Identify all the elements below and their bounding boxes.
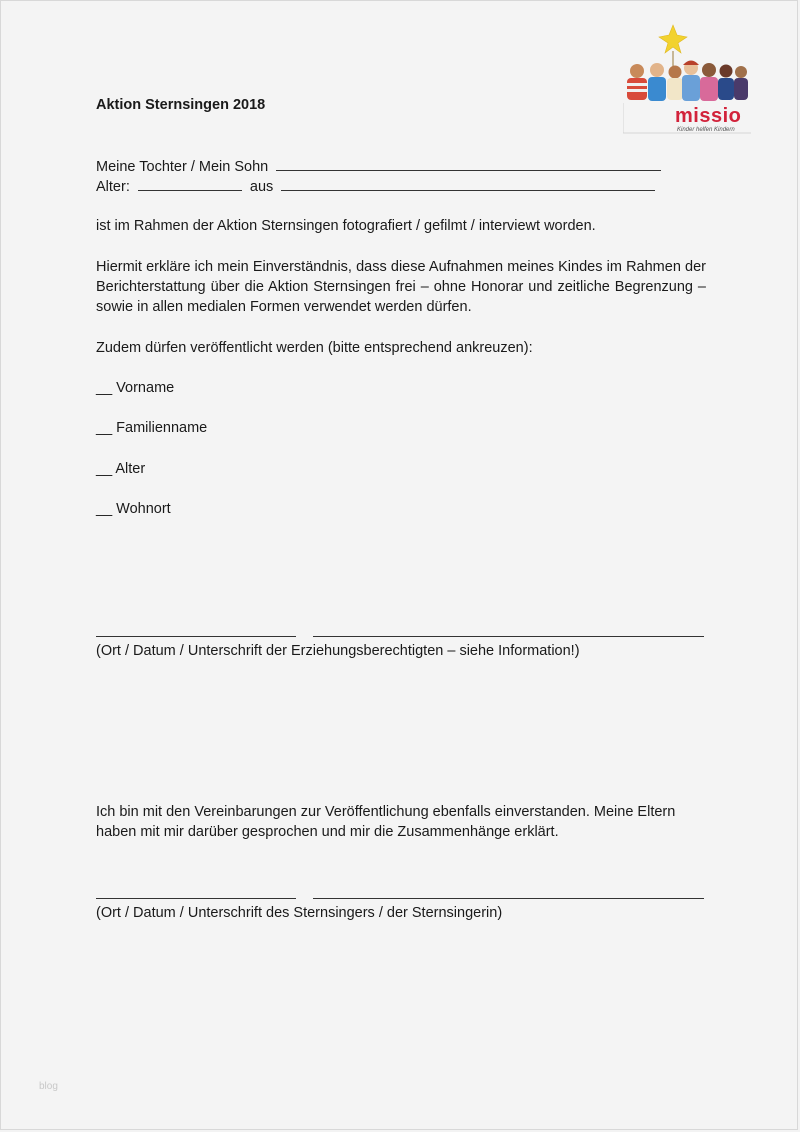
child-signature-line[interactable] [313, 898, 704, 899]
child-signature-caption: (Ort / Datum / Unterschrift des Sternsingers / der Sternsingerin) [96, 905, 503, 921]
checkbox-mark: __ [96, 380, 113, 396]
consent-paragraph [96, 257, 706, 317]
age-origin-line [96, 176, 655, 197]
child-name-line [96, 156, 661, 177]
parent-signature-line[interactable] [313, 636, 704, 637]
checkbox-label: Vorname [116, 380, 175, 396]
checkbox-wohnort[interactable] [96, 499, 171, 519]
age-field[interactable] [138, 176, 242, 191]
checkbox-familienname[interactable] [96, 418, 207, 438]
child-place-date-line[interactable] [96, 898, 296, 899]
checkbox-label: Wohnort [116, 501, 171, 517]
checkbox-alter[interactable] [96, 459, 145, 479]
children-group-icon [627, 61, 748, 102]
consent-line-2: Berichterstattung über die Aktion Sternsingen frei – ohne Honorar und zeitliche Begrenzung – [96, 279, 706, 295]
checkbox-mark: __ [96, 501, 113, 517]
consent-line-1: Hiermit erkläre ich mein Einverständnis, dass diese Aufnahmen meines Kindes im Rahmen der [96, 259, 706, 275]
parent-place-date-line[interactable] [96, 636, 296, 637]
checkbox-mark: __ [96, 461, 113, 477]
publish-intro: Zudem dürfen veröffentlicht werden (bitte entsprechend ankreuzen): [96, 340, 533, 356]
origin-field[interactable] [281, 176, 655, 191]
missio-logo-text: missio [675, 105, 742, 127]
consent-line-3: sowie in allen medialen Formen verwendet werden dürfen. [96, 299, 472, 315]
missio-tagline: Kinder helfen Kindern [677, 127, 735, 133]
child-name-field[interactable] [276, 156, 661, 171]
document-title: Aktion Sternsingen 2018 [96, 97, 266, 113]
age-label: Alter: [96, 179, 130, 195]
checkbox-label: Familienname [116, 420, 208, 436]
child-agreement-line-1: Ich bin mit den Vereinbarungen zur Veröffentlichung ebenfalls einverstanden. Meine Eltern [96, 804, 676, 820]
child-label: Meine Tochter / Mein Sohn [96, 159, 269, 175]
checkbox-label: Alter [115, 461, 146, 477]
checkbox-vorname[interactable] [96, 378, 174, 398]
from-label: aus [249, 179, 274, 195]
child-agreement-line-2: haben mit mir darüber gesprochen und mir die Zusammenhänge erklärt. [96, 824, 559, 840]
statement-paragraph: ist im Rahmen der Aktion Sternsingen fotografiert / gefilmt / interviewt worden. [96, 218, 596, 234]
star-icon [659, 25, 687, 53]
parent-signature-caption: (Ort / Datum / Unterschrift der Erziehungsberechtigten – siehe Information!) [96, 643, 580, 659]
checkbox-mark: __ [96, 420, 113, 436]
watermark: blog [39, 1081, 58, 1092]
